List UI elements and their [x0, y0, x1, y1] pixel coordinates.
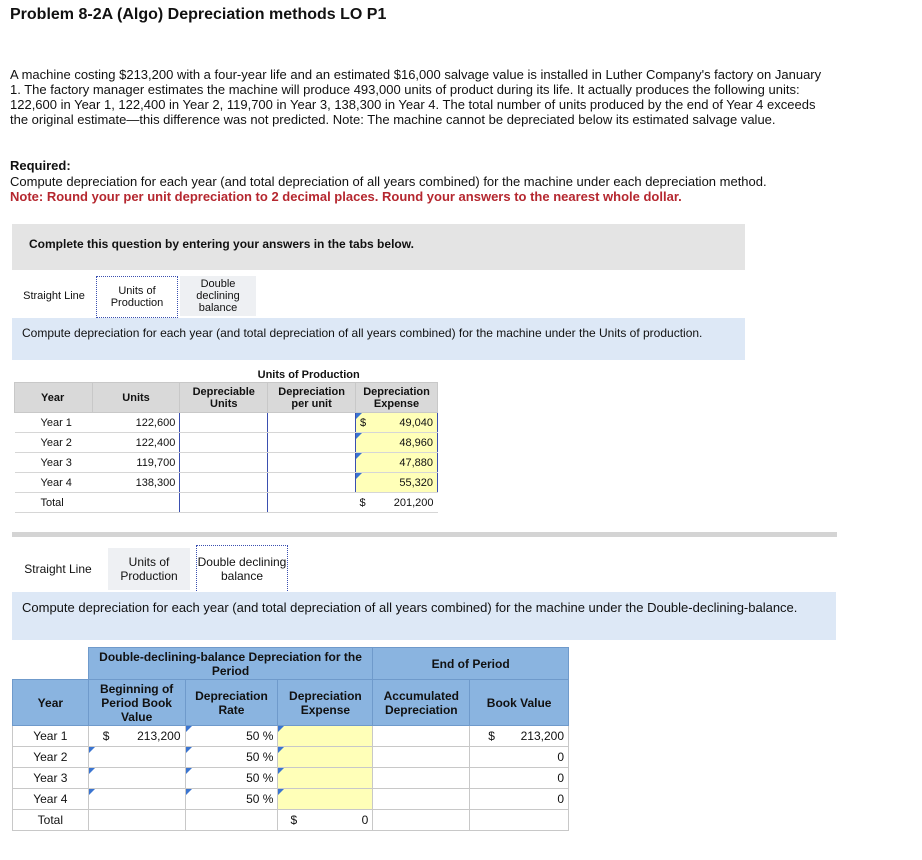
expense-input[interactable]: 48,960	[356, 433, 438, 453]
required-note: Note: Round your per unit depreciation to 2 decimal places. Round your answers to the nearest whole dollar.	[10, 189, 682, 204]
table-row	[15, 433, 438, 453]
units-table	[14, 368, 438, 513]
row-year: Year 3	[15, 453, 93, 473]
depreciable-units-input[interactable]	[180, 473, 268, 493]
beginning-input[interactable]	[88, 789, 185, 810]
ddb-description: Compute depreciation for each year (and total depreciation of all years combined) for the machine under the Double-declining-balance.	[12, 592, 836, 640]
row-units: 122,600	[92, 413, 180, 433]
row-year: Year 1	[15, 413, 93, 433]
total-row	[15, 493, 438, 513]
total-row	[13, 810, 569, 831]
instructions-banner	[12, 224, 745, 270]
table-row	[13, 789, 569, 810]
expense-input[interactable]: 55,320	[356, 473, 438, 493]
accumulated-input[interactable]	[373, 726, 470, 747]
expense-input[interactable]: 47,880	[356, 453, 438, 473]
book-value: 0	[470, 789, 569, 810]
accumulated-input[interactable]	[373, 747, 470, 768]
row-units: 122,400	[92, 433, 180, 453]
total-expense: $ 201,200	[356, 493, 438, 513]
expense-input[interactable]: $ 49,040	[356, 413, 438, 433]
total-label: Total	[13, 810, 89, 831]
expense-input[interactable]	[278, 726, 373, 747]
depreciable-units-input[interactable]	[180, 413, 268, 433]
accumulated-input[interactable]	[373, 768, 470, 789]
required-heading: Required:	[10, 158, 71, 173]
accumulated-input[interactable]	[373, 789, 470, 810]
row-year: Year 3	[13, 768, 89, 789]
row-year: Year 2	[13, 747, 89, 768]
book-value: 0	[470, 747, 569, 768]
rate-cell[interactable]: 50 %	[185, 768, 278, 789]
tab-units-of-production[interactable]: Units of Production	[96, 276, 178, 318]
table-row	[13, 726, 569, 747]
total-label: Total	[15, 493, 93, 513]
book-value: $ 213,200	[470, 726, 569, 747]
col-depreciable-units: Depreciable Units	[180, 383, 268, 413]
beginning-input[interactable]	[88, 768, 185, 789]
tab-units-of-production-2[interactable]: Units of Production	[108, 548, 190, 590]
rate-cell[interactable]: 50 %	[185, 747, 278, 768]
problem-text: A machine costing $213,200 with a four-year life and an estimated $16,000 salvage value is installed in Luther Company's factory on January 1. The factory manager estimates the machine will produce 493,000 units of product during its life. It actually produces the following units: 122,600 in Year 1, 122,400 in Year 2, 119,700 in Year 3, 138,300 in Year 4. The total number of units produced by the end of Year 4 exceeds the original estimate—this difference was not predicted. Note: The machine cannot be depreciated below its estimated salvage value.	[10, 67, 822, 127]
col-year: Year	[15, 383, 93, 413]
per-unit-input[interactable]	[268, 473, 356, 493]
rate-cell[interactable]: 50 %	[185, 789, 278, 810]
tab-double-declining-2[interactable]: Double declining balance	[196, 545, 288, 593]
ddb-table	[12, 647, 569, 831]
tab-straight-line[interactable]: Straight Line	[23, 290, 85, 302]
col-beginning: Beginning of Period Book Value	[88, 680, 185, 726]
ddb-group-header: Double-declining-balance Depreciation for the Period	[88, 648, 373, 680]
tab-straight-line-2[interactable]: Straight Line	[24, 562, 92, 576]
col-expense: Depreciation Expense	[278, 680, 373, 726]
tab-double-declining[interactable]: Double declining balance	[180, 276, 256, 316]
expense-input[interactable]	[278, 789, 373, 810]
row-year: Year 4	[15, 473, 93, 493]
units-group-header: Units of Production	[180, 368, 438, 383]
col-per-unit: Depreciation per unit	[268, 383, 356, 413]
expense-input[interactable]	[278, 747, 373, 768]
table-row	[15, 413, 438, 433]
required-text: Compute depreciation for each year (and total depreciation of all years combined) for the machine under each depreciation method.	[10, 174, 767, 189]
col-rate: Depreciation Rate	[185, 680, 278, 726]
per-unit-input[interactable]	[268, 433, 356, 453]
col-book: Book Value	[470, 680, 569, 726]
page-title: Problem 8-2A (Algo) Depreciation methods LO P1	[10, 6, 387, 23]
col-accumulated: Accumulated Depreciation	[373, 680, 470, 726]
table-row	[13, 747, 569, 768]
table-row	[15, 473, 438, 493]
expense-input[interactable]	[278, 768, 373, 789]
beginning-input[interactable]	[88, 747, 185, 768]
depreciable-units-input[interactable]	[180, 433, 268, 453]
beginning-value: $ 213,200	[88, 726, 185, 747]
row-units: 138,300	[92, 473, 180, 493]
col-year: Year	[13, 680, 89, 726]
banner-text: Complete this question by entering your answers in the tabs below.	[29, 237, 414, 251]
row-year: Year 1	[13, 726, 89, 747]
row-units: 119,700	[92, 453, 180, 473]
per-unit-input[interactable]	[268, 453, 356, 473]
row-year: Year 4	[13, 789, 89, 810]
units-description: Compute depreciation for each year (and total depreciation of all years combined) for the machine under the Units of production.	[12, 318, 745, 360]
total-expense: $ 0	[278, 810, 373, 831]
per-unit-input[interactable]	[268, 413, 356, 433]
table-row	[15, 453, 438, 473]
section-divider	[12, 532, 837, 537]
rate-cell[interactable]: 50 %	[185, 726, 278, 747]
depreciable-units-input[interactable]	[180, 453, 268, 473]
table-row	[13, 768, 569, 789]
col-units: Units	[92, 383, 180, 413]
book-value: 0	[470, 768, 569, 789]
total-depreciable-units-input[interactable]	[180, 493, 268, 513]
row-year: Year 2	[15, 433, 93, 453]
col-expense: Depreciation Expense	[356, 383, 438, 413]
ddb-end-header: End of Period	[373, 648, 569, 680]
